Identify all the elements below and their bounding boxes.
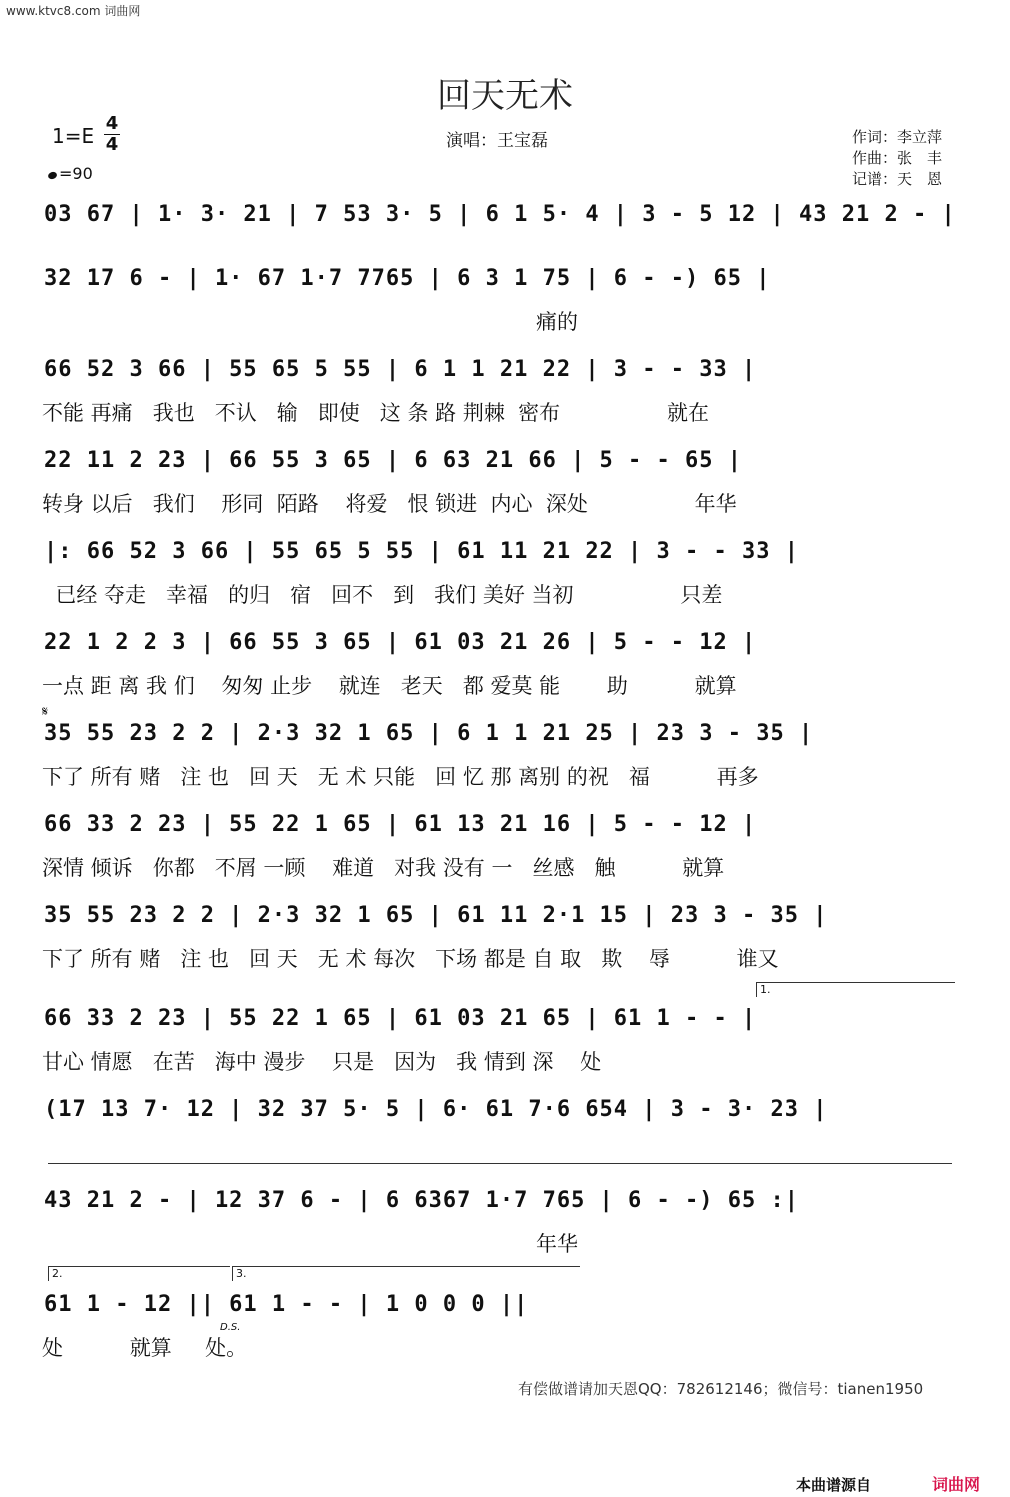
notation-line-13: 61 1 - 12 || 61 1 - - | 1 0 0 0 ||: [44, 1292, 529, 1317]
notation-line-8: 66 33 2 23 | 55 22 1 65 | 61 13 21 16 | 5 - - 12 |: [44, 812, 757, 837]
lyric-line-8: 深情 倾诉 你都 不屑 一顾 难道 对我 没有 一 丝感 触 就算: [42, 856, 725, 880]
notation-line-12: 43 21 2 - | 12 37 6 - | 6 6367 1·7 765 | 6 - -) 65 :|: [44, 1188, 799, 1213]
lyric-line-2: 痛的: [42, 310, 578, 334]
notation-line-4: 22 11 2 23 | 66 55 3 65 | 6 63 21 66 | 5 - - 65 |: [44, 448, 743, 473]
lyricist: 作词：李立萍: [852, 128, 943, 146]
volta-3: 3.: [232, 1266, 580, 1281]
lyric-line-6: 一点 距 离 我 们 匆匆 止步 就连 老天 都 爱莫 能 助 就算: [42, 674, 737, 698]
page-title: 回天无术: [437, 76, 573, 116]
lyric-line-7: 下了 所有 赌 注 也 回 天 无 术 只能 回 忆 那 离别 的祝 福 再多: [42, 765, 759, 789]
singer: 演唱：王宝磊: [446, 131, 548, 151]
tempo-mark: [48, 164, 93, 183]
notation-line-3: 66 52 3 66 | 55 65 5 55 | 6 1 1 21 22 | 3 - - 33 |: [44, 357, 757, 382]
lyric-line-5: 已经 夺走 幸福 的归 宿 回不 到 我们 美好 当初 只差: [42, 583, 723, 607]
time-signature: [104, 114, 120, 155]
composer: 作曲：张 丰: [852, 149, 943, 167]
notation-line-1: 03 67 | 1· 3· 21 | 7 53 3· 5 | 6 1 5· 4 | 3 - 5 12 | 43 21 2 - |: [44, 202, 956, 227]
brand-logo: 词曲网: [932, 1475, 981, 1494]
lyric-line-4: 转身 以后 我们 形同 陌路 将爱 恨 锁进 内心 深处 年华: [42, 492, 737, 516]
segno-icon: 𝄋: [42, 704, 49, 720]
footer-note: 有偿做谱请加天恩QQ：782612146；微信号：tianen1950: [518, 1380, 924, 1398]
ds-mark: D.S.: [220, 1322, 241, 1333]
key-signature: 1=E: [52, 124, 95, 148]
notation-line-10: 66 33 2 23 | 55 22 1 65 | 61 03 21 65 | 61 1 - - |: [44, 1006, 757, 1031]
repeat-bracket-line: [48, 1163, 952, 1164]
notation-line-5: |: 66 52 3 66 | 55 65 5 55 | 61 11 21 22 | 3 - - 33 |: [44, 539, 799, 564]
tempo-value: =90: [59, 164, 93, 183]
notation-line-2: 32 17 6 - | 1· 67 1·7 7765 | 6 3 1 75 | 6 - -) 65 |: [44, 266, 771, 291]
quarter-note-icon: [47, 171, 58, 181]
watermark: www.ktvc8.com 词曲网: [6, 4, 141, 18]
transcriber: 记谱：天 恩: [852, 170, 943, 188]
notation-line-6: 22 1 2 2 3 | 66 55 3 65 | 61 03 21 26 | 5 - - 12 |: [44, 630, 757, 655]
lyric-line-12: 年华: [42, 1232, 578, 1256]
source-label: 本曲谱源自: [796, 1476, 872, 1494]
lyric-line-10: 甘心 情愿 在苦 海中 漫步 只是 因为 我 情到 深 处: [42, 1050, 602, 1074]
notation-line-9: 35 55 23 2 2 | 2·3 32 1 65 | 61 11 2·1 15 | 23 3 - 35 |: [44, 903, 828, 928]
volta-1: 1.: [756, 982, 955, 997]
time-signature-top: 4: [105, 113, 119, 134]
notation-line-7: 35 55 23 2 2 | 2·3 32 1 65 | 6 1 1 21 25 | 23 3 - 35 |: [44, 721, 814, 746]
notation-line-11: (17 13 7· 12 | 32 37 5· 5 | 6· 61 7·6 654 | 3 - 3· 23 |: [44, 1097, 828, 1122]
time-signature-bottom: 4: [105, 134, 119, 155]
volta-2: 2.: [48, 1266, 230, 1281]
lyric-line-13: 处 就算 处。: [42, 1336, 248, 1360]
lyric-line-3: 不能 再痛 我也 不认 输 即使 这 条 路 荆棘 密布 就在: [42, 401, 709, 425]
lyric-line-9: 下了 所有 赌 注 也 回 天 无 术 每次 下场 都是 自 取 欺 辱 谁又: [42, 947, 779, 971]
